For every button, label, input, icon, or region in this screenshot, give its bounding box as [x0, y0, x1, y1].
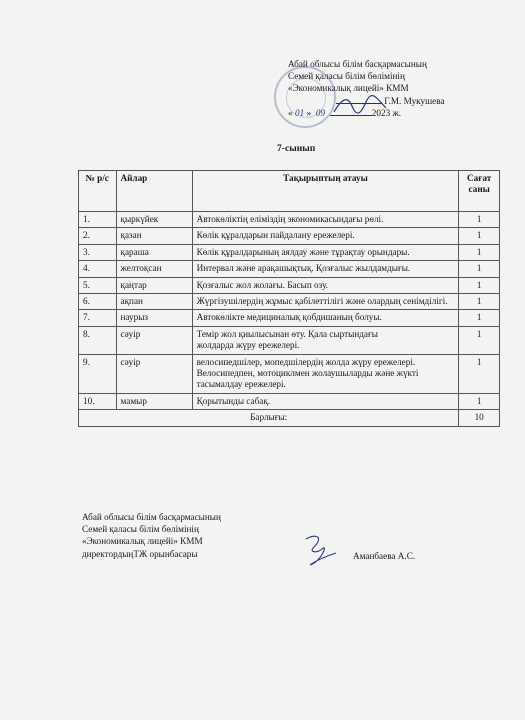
row-num: 5. — [79, 277, 117, 293]
header-topic: Тақырыптың атауы — [192, 171, 459, 212]
table-row — [79, 326, 500, 354]
approval-line-1: Абай облысы білім басқармасының — [288, 59, 427, 69]
total-row — [79, 410, 500, 426]
row-hours: 1 — [459, 393, 500, 409]
row-topic: Қорытынды сабақ. — [192, 393, 459, 409]
row-num: 3. — [79, 244, 117, 260]
row-topic: Қозғалыс жол жолағы. Басып озу. — [192, 277, 459, 293]
row-topic: Көлік құралдарының аялдау және тұрақтау орындары. — [192, 244, 459, 260]
row-month: наурыз — [116, 310, 192, 326]
row-topic: Автокөліктің еліміздің экономикасындағы рөлі. — [192, 212, 459, 228]
footer-line-3: «Экономикалық лицейі» КММ — [82, 536, 203, 547]
total-hours: 10 — [459, 410, 500, 426]
row-topic: Автокөлікте медициналық қобдишаның болуы. — [192, 310, 459, 326]
footer-line-4: директордыңТЖ орынбасары — [82, 548, 198, 559]
table-row — [79, 393, 500, 409]
row-hours: 1 — [459, 326, 500, 354]
official-stamp — [274, 66, 336, 128]
date-day: 01 — [295, 107, 305, 118]
header-num: № р/с — [79, 171, 117, 212]
row-num: 7. — [79, 310, 117, 326]
director-name: Г.М. Мукушева — [384, 95, 445, 106]
row-month: сәуір — [116, 326, 192, 354]
row-month: қыркүйек — [116, 212, 192, 228]
row-month: мамыр — [116, 393, 192, 409]
director-signature — [330, 92, 390, 120]
footer-block — [82, 511, 221, 560]
row-month: қазан — [116, 228, 192, 244]
row-num: 8. — [79, 326, 117, 354]
approval-line-2: Семей қаласы білім бөлімінің — [288, 71, 405, 82]
table-row — [79, 244, 500, 260]
row-hours: 1 — [459, 310, 500, 326]
row-hours: 1 — [459, 212, 500, 228]
table-row — [79, 354, 500, 393]
row-month: қаңтар — [116, 277, 192, 293]
table-row — [79, 294, 500, 310]
row-num: 6. — [79, 294, 117, 310]
row-topic: Көлік құралдарын пайдалану ережелері. — [192, 228, 459, 244]
row-num: 1. — [79, 212, 117, 228]
row-month: ақпан — [116, 294, 192, 310]
row-topic: Темір жол қиылысынан өту. Қала сыртындағы жолдарда жүру ережелері. — [192, 326, 459, 354]
approval-line-3: «Экономикалық лицейі» КММ — [288, 83, 409, 94]
deputy-signature — [292, 531, 342, 571]
table-row — [79, 310, 500, 326]
row-hours: 1 — [459, 244, 500, 260]
table-header-row — [79, 171, 500, 212]
table-row — [79, 277, 500, 293]
row-hours: 1 — [459, 294, 500, 310]
row-topic: Интервал және арақашықтық. Қозғалыс жылдамдығы. — [192, 261, 459, 277]
date-quote-open: « — [288, 107, 293, 118]
row-num: 4. — [79, 261, 117, 277]
class-label: 7-сынып — [277, 143, 316, 154]
header-hours: Сағат саны — [459, 171, 500, 212]
row-topic: велосипедшілер, мопедшілердің жолда жүру ережелері. Велосипедпен, мотоциклмен жолаушыларды және жүкті тасымалдау ережелері. — [192, 354, 459, 393]
row-month: қараша — [116, 244, 192, 260]
row-hours: 1 — [459, 354, 500, 393]
footer-line-2: Семей қаласы білім бөлімінің — [82, 524, 199, 535]
lesson-plan-table — [78, 170, 500, 427]
table-row — [79, 212, 500, 228]
row-num: 9. — [79, 354, 117, 393]
date-month: 09 — [315, 107, 326, 118]
row-hours: 1 — [459, 228, 500, 244]
row-num: 2. — [79, 228, 117, 244]
date-quote-close: » — [306, 107, 312, 118]
header-month: Айлар — [116, 171, 192, 212]
total-label: Барлығы: — [79, 410, 459, 426]
footer-line-1: Абай облысы білім басқармасының — [82, 512, 221, 522]
row-num: 10. — [79, 393, 117, 409]
deputy-name: Аманбаева А.С. — [353, 551, 416, 561]
table-row — [79, 228, 500, 244]
row-hours: 1 — [459, 261, 500, 277]
row-month: сәуір — [116, 354, 192, 393]
date-year: 2023 ж. — [371, 107, 402, 118]
table-row — [79, 261, 500, 277]
row-hours: 1 — [459, 277, 500, 293]
row-topic: Жүргізушілердің жұмыс қабілеттілігі және олардың сенімділігі. — [192, 294, 459, 310]
row-month: желтоқсан — [116, 261, 192, 277]
